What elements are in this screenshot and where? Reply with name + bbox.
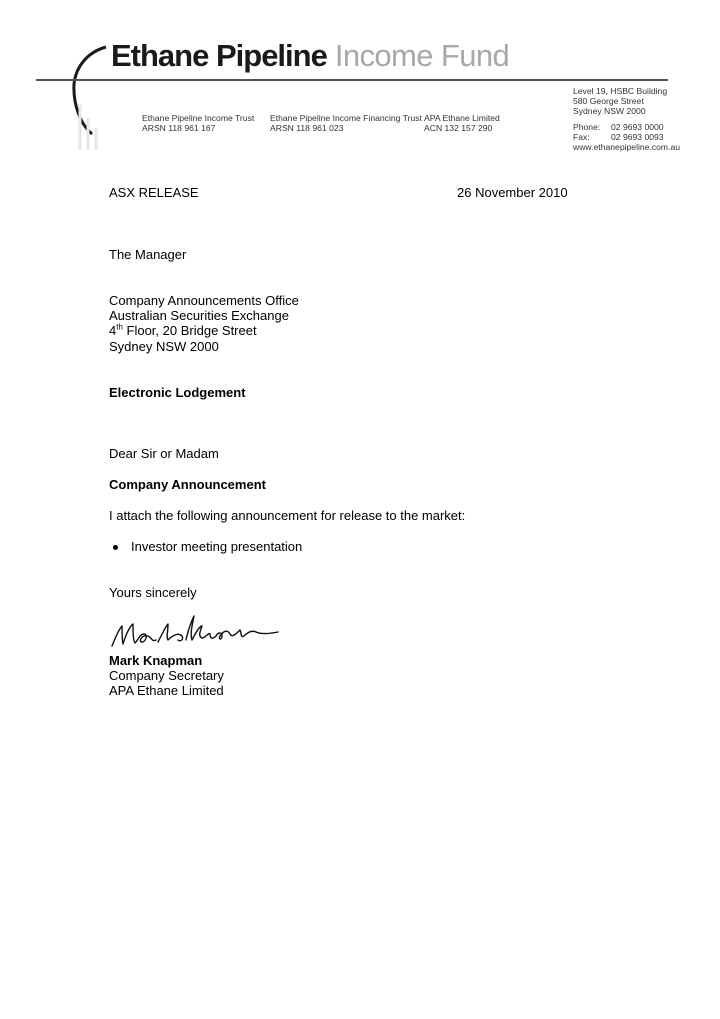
release-label: ASX RELEASE (109, 185, 199, 200)
body-text: I attach the following announcement for release to the market: (109, 508, 466, 523)
lodgement-heading: Electronic Lodgement (109, 385, 246, 400)
salutation: Dear Sir or Madam (109, 446, 219, 461)
signature-image (108, 612, 288, 652)
entity-trust: Ethane Pipeline Income Trust ARSN 118 961 167 (142, 113, 255, 133)
recipient-org: Company Announcements Office (109, 293, 299, 308)
office-address: Level 19, HSBC Building 580 George Street Sydney NSW 2000 (573, 86, 668, 116)
phone-line: Phone: 02 9693 0000 (573, 122, 664, 132)
recipient-city: Sydney NSW 2000 (109, 339, 219, 354)
attachment-item: Investor meeting presentation (131, 539, 303, 554)
release-date: 26 November 2010 (457, 185, 568, 200)
signatory-company: APA Ethane Limited (109, 683, 224, 698)
brand-name: Ethane Pipeline (111, 38, 327, 73)
brand-subtitle: Income Fund (334, 38, 510, 73)
entity-financing-trust: Ethane Pipeline Income Financing Trust ARSN 118 961 023 (270, 113, 422, 133)
recipient: The Manager (109, 247, 187, 262)
recipient-exchange: Australian Securities Exchange (109, 308, 289, 323)
subject-heading: Company Announcement (109, 477, 266, 492)
signatory-name: Mark Knapman (109, 653, 203, 668)
website-link[interactable]: www.ethanepipeline.com.au (573, 142, 681, 152)
signatory-title: Company Secretary (109, 668, 224, 683)
header-rule (36, 79, 668, 81)
fax-line: Fax: 02 9693 0093 (573, 132, 664, 142)
brand-logo (111, 40, 509, 71)
bullet-icon (113, 545, 118, 550)
closing: Yours sincerely (109, 585, 197, 600)
recipient-street: 4th Floor, 20 Bridge Street (109, 322, 257, 338)
entity-limited: APA Ethane Limited ACN 132 157 290 (424, 113, 500, 133)
